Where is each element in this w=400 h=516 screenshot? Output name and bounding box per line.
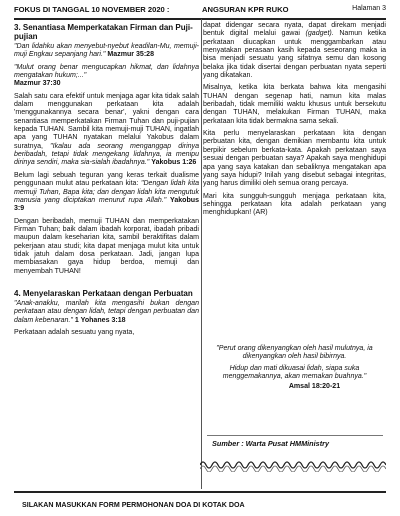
page-number: Halaman 3 — [352, 5, 386, 12]
paragraph: Kita perlu menyelaraskan perkataan kita dengan perbuatan kita, dengan demikian membantu kita untuk berpikir sebelum berkata-kata. Apakah perkataan saya sesuai dengan perbuatan saya? Apakah saya menghidupi apa yang saya katakan dan sebaliknya mengatakan apa yang saya hidupi? Inilah yang disebut sebagai integritas, yang harus dimiliki oleh semua orang percaya. — [203, 130, 386, 188]
proverbs-callout — [203, 345, 386, 391]
paragraph: Perkataan adalah sesuatu yang nyata, — [14, 328, 135, 336]
header-topic: ANGSURAN KPR RUKO — [202, 5, 289, 14]
paragraph: Salah satu cara efektif untuk menjaga agar kita tidak salah dalam menggunakan perkataan kita adalah 'menggunakannya secara benar', yakni dengan cara senantiasa memperkatakan Firman Tuhan dan puji-pujian kepada TUHAN. Sambil kita memuji-muji TUHAN, ingatlah apa yang TUHAN nyatakan melalui Yakobus dalam suratnya, "Ikalau ada seorang menganggap dirinya beribadah, tetapi tidak mengekang lidahnya, ia menipu dirinya sendiri, maka sia-sialah ibadahnya." Yakobus 1:26 — [14, 92, 199, 167]
decorative-wave-border — [200, 458, 386, 472]
page-header — [14, 4, 386, 17]
section-3-heading: 3. Senantiasa Memperkatakan Firman dan Puji-pujian — [14, 23, 193, 41]
paragraph: Belum lagi sebuah teguran yang keras terkait dualisme penggunaan mulut atau perkataan kita: "Dengan lidah kita memuji Tuhan, Bapa kita; dan dengan lidah kita mengutuk manusia yang diciptakan menurut rupa Allah." Yakobus 3:9 — [14, 171, 199, 213]
paragraph: Misalnya, ketika kita berkata bahwa kita mengasihi TUHAN dengan segenap hati, namun kita malas beribadah, tidak memiliki waktu khusus untuk bersekutu dengan TUHAN, melakukan Firman TUHAN, maka perkataan kita tidak bermakna sama sekali. — [203, 84, 386, 125]
source-divider — [207, 435, 383, 436]
callout-text: "Perut orang dikenyangkan oleh hasil mulutnya, ia dikenyangkan oleh hasil bibirnya. — [216, 345, 373, 361]
footer-divider — [14, 491, 386, 493]
section-4-heading: 4. Menyelaraskan Perkataan dengan Perbuatan — [14, 288, 193, 298]
scripture-quote: "Mulut orang benar mengucapkan hikmat, dan lidahnya mengatakan hukum;..." Mazmur 37:30 — [14, 63, 199, 88]
scripture-quote: "Anak-anakku, marilah kita mengasihi bukan dengan perkataan atau dengan lidah, tetapi dengan perbuatan dan dalam kebenaran." 1 Yohanes 3:18 — [14, 299, 199, 324]
left-column — [14, 23, 199, 341]
paragraph: Mari kita sungguh-sungguh menjaga perkataan kita, sehingga perkataan kita adalah perkataan yang menghidupkan! (AR) — [203, 192, 386, 217]
source-credit: Sumber : Warta Pusat HMMinistry — [212, 439, 330, 448]
callout-reference: Amsal 18:20-21 — [288, 382, 341, 390]
right-column — [203, 22, 386, 222]
paragraph: Dengan beribadah, memuji TUHAN dan memperkatakan Firman Tuhan; baik dalam ibadah korporat, ibadah pribadi maupun dalam keseharian kita, sambil beraktifitas dalam pekerjaan atau studi; kita dapat menjaga mulut kita untuk tidak jatuh dalam dosa perkataan. Jadi, jangan lupa membiasakan gaya hidup berdoa, memuji dan menyembah TUHAN! — [14, 217, 199, 275]
paragraph: dapat didengar secara nyata, dapat direkam menjadi bentuk digital melalui gawai (gadget). Namun ketika perkataan diucapkan untuk menggambarkan atau menyatakan perasaan kasih kepada seseorang maka ia bisa menjadi sesuatu yang sifatnya semu dan kosong belaka jika tidak disertai dengan perbuatan nyata seperti yang dikatakan. — [203, 22, 386, 80]
scripture-quote: "Dan lidahku akan menyebut-nyebut keadilan-Mu, memuji-muji Engkau sepanjang hari." Mazmur 35:28 — [14, 43, 199, 59]
column-divider — [201, 19, 202, 489]
footer-notice: SILAKAN MASUKKAN FORM PERMOHONAN DOA DI KOTAK DOA — [22, 501, 245, 509]
header-focus: FOKUS DI TANGGAL 10 NOVEMBER 2020 : — [14, 5, 170, 14]
callout-text: Hidup dan mati dikuasai lidah, siapa suka menggemakannya, akan memakan buahnya." — [222, 364, 367, 381]
